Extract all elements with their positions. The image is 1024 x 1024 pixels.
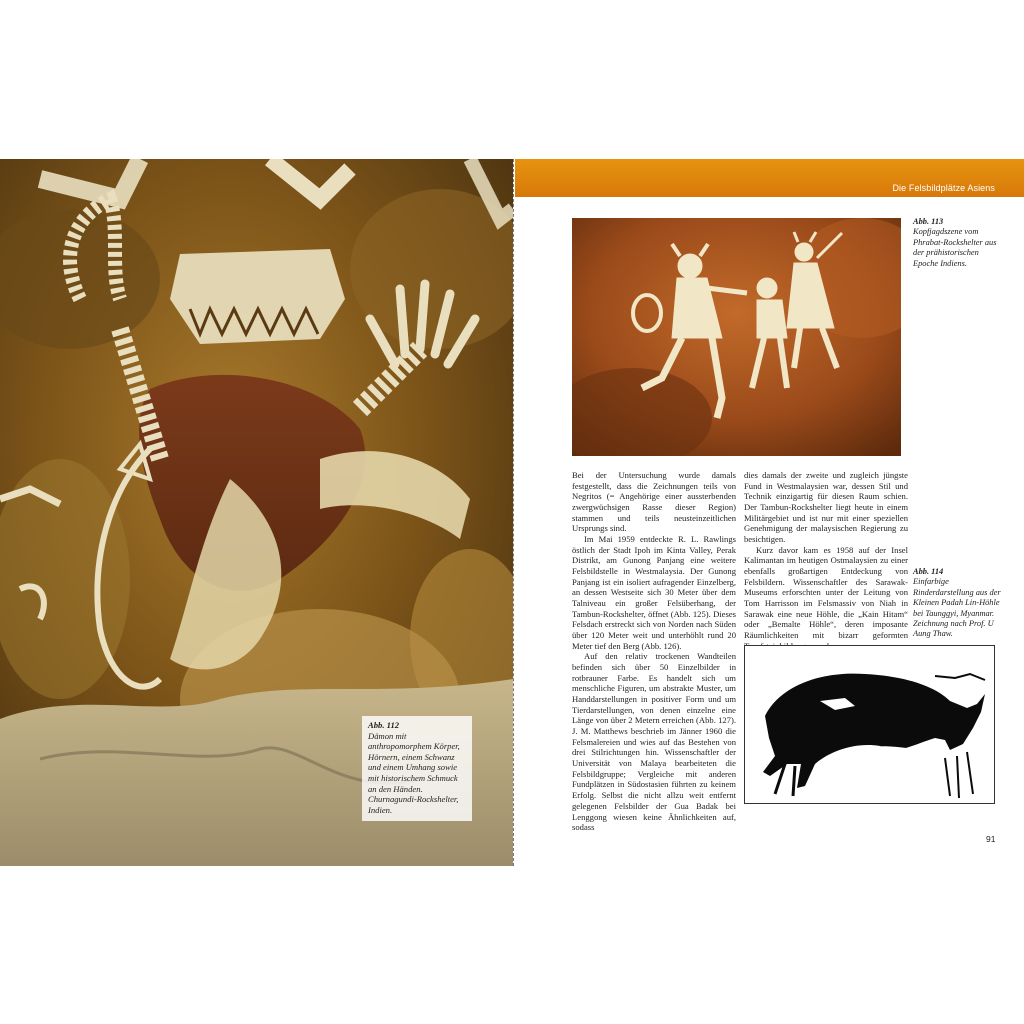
bull-drawing-abb114 [744, 645, 995, 804]
caption-abb114 [913, 567, 1003, 640]
caption-abb114-text: Einfarbige Rinderdarstellung aus der Kleinen Padah Lin-Höhle bei Taunggyi, Myanmar. Zeichnung nach Prof. U Aung Thaw. [913, 577, 1001, 639]
headhunting-scene-image [572, 218, 901, 456]
caption-abb112-label: Abb. 112 [368, 720, 400, 730]
paragraph: dies damals der zweite und zugleich jüngste Fund in Westmalaysien war, dessen Stil und Technik einzigartig für diesen Raum schien. Der Tambun-Rockshelter liegt heute in einem Militärgebiet und ist nur mit einer speziellen Genehmigung der malaysischen Regierung zu besichtigen. [744, 470, 908, 545]
book-spread [0, 159, 1024, 866]
bull-silhouette-image [745, 646, 994, 803]
caption-abb113-label: Abb. 113 [913, 217, 944, 226]
rock-art-photo-abb113 [572, 218, 901, 456]
page-number: 91 [986, 834, 996, 844]
caption-abb113-text: Kopfjagdszene vom Phrabat-Rockshelter aus der prähistorischen Epoche Indiens. [913, 227, 997, 268]
paragraph: Im Mai 1959 entdeckte R. L. Rawlings östlich der Stadt Ipoh im Kinta Valley, Perak Distrikt, am Gunong Panjang eine weitere Felsbildstelle in Westmalaysia. Der Gunong Panjang ist ein isoliert aufragender Einzelberg, an dessen Westseite sich 30 Meter über dem Talniveau ein großer Felsüberhang, der Tambun-Rockshelter, öffnet (Abb. 125). Dieses Felsdach erstreckt sich von Norden nach Süden über 120 Meter weit und unterhöhlt rund 20 Meter tief den Berg (Abb. 126). [572, 534, 736, 651]
caption-abb114-label: Abb. 114 [913, 567, 944, 576]
rock-art-photo-abb112 [0, 159, 513, 866]
paragraph: Bei der Untersuchung wurde damals festgestellt, dass die Zeichnungen teils von Negritos (= Angehörige einer aussterbenden zwergwüchsigen Rasse dieser Region) stammen und teils neusteinzeitlichen Ursprungs sind. [572, 470, 736, 534]
section-header-bar [515, 159, 1024, 197]
paragraph: Auf den relativ trockenen Wandteilen befinden sich über 50 Einzelbilder in rotbrauner Farbe. Es handelt sich um menschliche Figuren, um abstrakte Muster, um Handdarstellungen in positiver Form und um Tierdarstellungen, von denen einzelne eine Länge von über 2 Metern erreichen (Abb. 127). J. M. Matthews beschrieb im Jänner 1960 die Felsmalereien und wies auf das Bestehen von drei Stilrichtungen hin. Wissenschaftler der Universität von Malaya bearbeiteten die Felsbildgruppe; Vergleiche mit anderen Fundplätzen in Südostasien führten zu keinem Erfolg. Selbst die nicht allzu weit entfernt gelegenen Felsbilder der Gua Badak bei Lenggong wiesen keine Ähnlichkeiten auf, sodass [572, 651, 736, 833]
body-text-column-1 [572, 470, 736, 833]
caption-abb112-text: Dämon mit anthropomorphem Körper, Hörnern, einem Schwanz und einem Umhang sowie mit historischem Schmuck an den Händen. Churnagundi-Rockshelter, Indien. [368, 730, 460, 815]
section-title: Die Felsbildplätze Asiens [892, 183, 995, 193]
caption-abb113 [913, 217, 1003, 269]
page-gutter [513, 159, 514, 866]
paragraph: Kurz davor kam es 1958 auf der Insel Kalimantan im heutigen Ostmalaysien zu einer ebenfalls großartigen Entdeckung von Felsbildern. Wissenschaftler des Sarawak-Museums erforschten unter der Leitung von Tom Harrisson im Felsmassiv von Niah in Sarawak eine neue Höhle, die „Kain Hitam“ oder „Bemalte Höhle“, deren imposante Räumlichkeiten mit bizarr geformten [744, 544, 908, 641]
body-text-column-2 [744, 470, 908, 651]
caption-abb112 [362, 716, 472, 821]
